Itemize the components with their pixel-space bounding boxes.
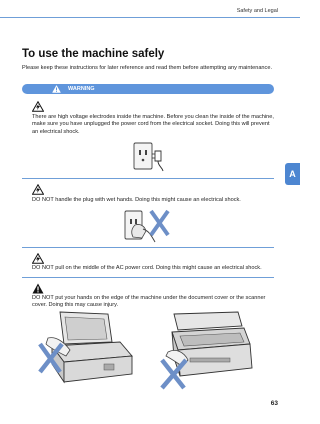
electric-shock-hazard-icon [32,253,44,264]
section-rule-3 [22,277,274,278]
electric-shock-hazard-icon [32,101,44,112]
page-number: 63 [270,400,278,407]
warning-triangle-icon [52,85,61,93]
warning-text-4: DO NOT put your hands on the edge of the machine under the document cover or the scanner cover. Doing this may cause injury. [32,295,266,309]
header-section-label: Safety and Legal [236,8,278,14]
general-hazard-icon [32,283,44,294]
section-rule-1 [22,178,274,179]
open-scanner-cover-illustration [160,308,260,390]
wet-hands-plug-illustration [121,205,171,245]
warning-label: WARNING [68,86,95,92]
warning-banner [22,84,274,94]
warning-text-3: DO NOT pull on the middle of the AC power cord. Doing this might cause an electrical shock. [32,265,262,271]
warning-text-1: There are high voltage electrodes inside the machine. Before you clean the inside of the machine, make sure you have unplugged the power cord from the electrical socket. Doing this will prevent an electrical shock. [32,114,274,135]
electric-shock-hazard-icon [32,184,44,195]
warning-text-2: DO NOT handle the plug with wet hands. Doing this might cause an electrical shock. [32,197,241,203]
open-document-cover-illustration [38,308,140,388]
appendix-tab[interactable]: A [285,163,300,185]
intro-text: Please keep these instructions for later reference and read them before attempting any maintenance. [22,65,273,71]
header-rule [0,17,300,18]
unplug-illustration [131,140,166,172]
section-rule-2 [22,247,274,248]
page-title: To use the machine safely [22,48,165,60]
